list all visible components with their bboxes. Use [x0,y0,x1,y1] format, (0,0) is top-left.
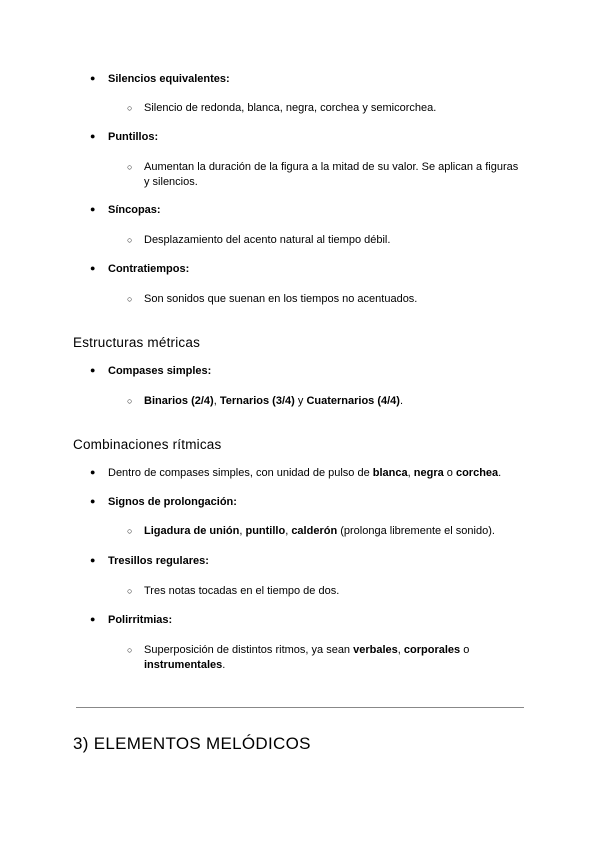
separator: , [285,525,292,537]
circle-bullet-icon: ○ [127,526,133,536]
bullet-icon: ● [90,614,96,624]
circle-bullet-icon: ○ [127,294,133,304]
instrumentales-text: instrumentales [144,659,223,671]
circle-bullet-icon: ○ [127,396,133,406]
sincopas-label: Síncopas: [108,204,161,216]
end-punct: . [498,467,502,479]
circle-bullet-icon: ○ [127,645,133,655]
corchea-text: corchea [455,467,499,479]
dentro-item [108,467,501,479]
bullet-icon: ● [90,496,96,506]
silencios-label: Silencios equivalentes: [108,73,230,85]
poli-text: Superposición de distintos ritmos, ya sean [144,644,354,656]
separator: , [407,467,414,479]
circle-bullet-icon: ○ [127,235,133,245]
contratiempos-label: Contratiempos: [108,263,190,275]
calderon-text: calderón [291,525,338,537]
silencios-item: Silencio de redonda, blanca, negra, corchea y semicorchea. [144,102,437,114]
tresillos-item: Tres notas tocadas en el tiempo de dos. [144,585,340,597]
horizontal-divider [76,707,524,708]
heading-elementos-melodicos: 3) ELEMENTOS MELÓDICOS [73,734,311,753]
signos-label: Signos de prolongación: [108,496,237,508]
separator: , [239,525,246,537]
separator: , [397,644,404,656]
cuaternarios-text: Cuaternarios (4/4) [306,395,400,407]
separator: o [443,467,456,479]
sincopas-item: Desplazamiento del acento natural al tiempo débil. [144,234,391,246]
bullet-icon: ● [90,131,96,141]
heading-estructuras: Estructuras métricas [73,335,201,350]
calderon-note: (prolonga libremente el sonido). [337,525,495,537]
blanca-text: blanca [372,467,408,479]
contratiempos-item: Son sonidos que suenan en los tiempos no acentuados. [144,293,418,305]
bullet-icon: ● [90,555,96,565]
compases-label: Compases simples: [108,365,212,377]
circle-bullet-icon: ○ [127,162,133,172]
signos-item [144,524,524,539]
binarios-text: Binarios (2/4) [144,395,214,407]
compases-item [144,394,524,409]
heading-combinaciones: Combinaciones rítmicas [73,437,222,452]
polirritmias-label: Polirritmias: [108,614,173,626]
ternarios-text: Ternarios (3/4) [219,395,295,407]
circle-bullet-icon: ○ [127,103,133,113]
ligadura-text: Ligadura de unión [144,525,240,537]
bullet-icon: ● [90,467,96,477]
bullet-icon: ● [90,73,96,83]
circle-bullet-icon: ○ [127,586,133,596]
puntillo-text: puntillo [245,525,286,537]
bullet-icon: ● [90,365,96,375]
bullet-icon: ● [90,204,96,214]
separator: , [213,395,220,407]
separator: y [294,395,307,407]
negra-text: negra [413,467,444,479]
dentro-text: Dentro de compases simples, con unidad de pulso de [108,467,373,479]
polirritmias-item [144,643,484,673]
puntillos-label: Puntillos: [108,131,159,143]
separator: o [460,644,470,656]
end-punct: . [222,659,226,671]
bullet-icon: ● [90,263,96,273]
puntillos-item: Aumentan la duración de la figura a la mitad de su valor. Se aplican a figuras y silencios. [144,161,519,188]
end-punct: . [399,395,404,407]
tresillos-label: Tresillos regulares: [108,555,209,567]
verbales-text: verbales [353,644,398,656]
corporales-text: corporales [403,644,461,656]
